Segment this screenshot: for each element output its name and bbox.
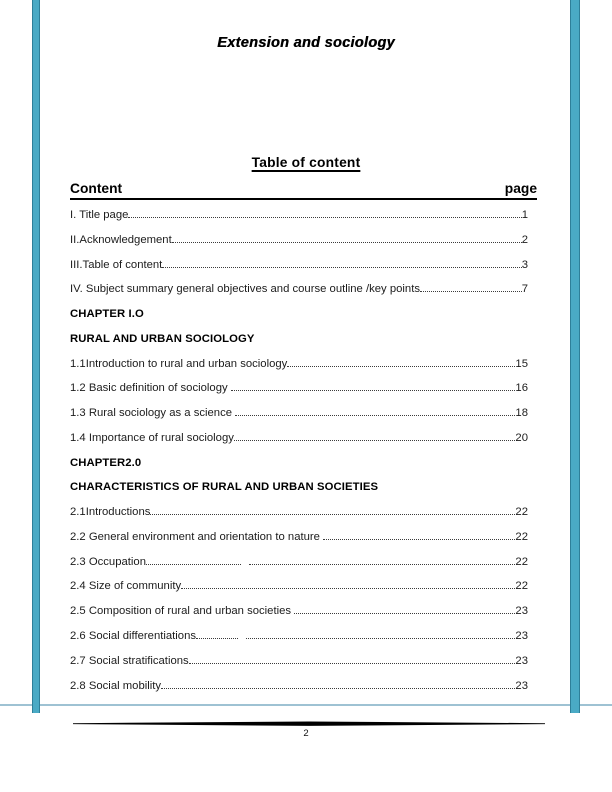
dot-leader (249, 564, 515, 565)
toc-entry-row (70, 228, 528, 253)
toc-entry-row (70, 426, 528, 451)
toc-entry-row (70, 624, 528, 649)
toc-list (70, 203, 528, 698)
toc-entry-row (70, 550, 528, 575)
toc-column-header-row (70, 181, 537, 200)
toc-entry-label: 2.4 Size of community (70, 580, 182, 593)
toc-entry-label: 2.1Introductions (70, 506, 151, 519)
toc-entry-row (70, 352, 528, 377)
toc-entry-label: 1.2 Basic definition of sociology (70, 382, 231, 395)
dot-leader (323, 539, 515, 540)
dot-leader (128, 217, 521, 218)
toc-entry-label: 1.4 Importance of rural sociology (70, 431, 234, 444)
toc-entry-label: IV. Subject summary general objectives and course outline /key points (70, 283, 420, 296)
toc-entry-label: 2.2 General environment and orientation to nature (70, 530, 324, 543)
toc-entry-label: 1.1Introduction to rural and urban sociology (70, 357, 288, 370)
toc-entry-label: 2.6 Social differentiations (70, 630, 197, 643)
footer-rule-line (0, 704, 612, 706)
toc-chapter-heading (70, 327, 528, 352)
toc-page-number: 18 (515, 407, 528, 420)
toc-chapter-heading-label: CHAPTER I.O (70, 308, 144, 321)
toc-page-number: 16 (515, 382, 528, 395)
dot-leader (162, 267, 521, 268)
toc-entry-row (70, 574, 528, 599)
toc-page-number: 23 (515, 605, 528, 618)
dot-leader (196, 638, 238, 639)
dot-leader (231, 390, 516, 391)
toc-page-number: 23 (515, 630, 528, 643)
toc-page-number: 23 (515, 679, 528, 692)
toc-entry-label: 2.8 Social mobility (70, 679, 162, 692)
toc-chapter-heading-label: RURAL AND URBAN SOCIOLOGY (70, 332, 255, 345)
toc-entry-label: 1.3 Rural sociology as a science (70, 407, 236, 420)
dot-leader (150, 514, 515, 515)
toc-entry-row (70, 376, 528, 401)
toc-entry-label: II.Acknowledgement (70, 233, 172, 246)
toc-entry-label: 2.7 Social stratifications (70, 654, 189, 667)
dot-leader (235, 415, 515, 416)
dot-leader (294, 613, 515, 614)
toc-page-number: 22 (515, 580, 528, 593)
page-column-label: page (504, 181, 537, 196)
dot-leader (287, 366, 515, 367)
toc-entry-row (70, 277, 528, 302)
toc-entry-row (70, 525, 528, 550)
toc-page-number: 7 (521, 283, 528, 296)
toc-chapter-heading-label: CHAPTER2.0 (70, 456, 142, 469)
dot-leader (246, 638, 515, 639)
dot-leader (146, 564, 241, 565)
toc-page-number: 1 (521, 209, 528, 221)
toc-page-number: 22 (515, 530, 528, 543)
dot-leader (234, 440, 516, 441)
toc-page-number: 22 (515, 555, 528, 568)
toc-page-number: 20 (515, 431, 528, 444)
toc-chapter-heading (70, 451, 528, 476)
toc-page-number: 22 (515, 506, 528, 519)
toc-page-number: 3 (521, 258, 528, 271)
dot-leader (189, 663, 516, 664)
toc-entry-row (70, 649, 528, 674)
toc-chapter-heading (70, 302, 528, 327)
toc-entry-label: I. Title page (70, 209, 129, 221)
toc-page-number: 2 (521, 233, 528, 246)
toc-entry-row (70, 253, 528, 278)
dot-leader (172, 242, 522, 243)
toc-entry-row (70, 599, 528, 624)
content-column-label: Content (70, 181, 123, 196)
document-title: Extension and sociology (217, 35, 395, 51)
toc-entry-row (70, 203, 528, 228)
toc-entry-label: III.Table of content (70, 258, 163, 271)
toc-entry-label: 2.3 Occupation (70, 555, 146, 568)
toc-chapter-heading (70, 475, 528, 500)
toc-entry-row (70, 674, 528, 699)
dot-leader (181, 588, 515, 589)
dot-leader (420, 291, 522, 292)
toc-heading: Table of content (251, 155, 361, 170)
page-number: 2 (303, 728, 309, 739)
toc-entry-row (70, 401, 528, 426)
tapered-divider-line (73, 721, 545, 727)
toc-entry-label: 2.5 Composition of rural and urban societies (70, 605, 295, 618)
toc-chapter-heading-label: CHARACTERISTICS OF RURAL AND URBAN SOCIETIES (70, 481, 379, 494)
toc-page-number: 15 (515, 357, 528, 370)
right-accent-bar (570, 0, 580, 713)
toc-page-number: 23 (515, 654, 528, 667)
left-accent-bar (32, 0, 40, 713)
dot-leader (161, 688, 515, 689)
toc-entry-row (70, 500, 528, 525)
